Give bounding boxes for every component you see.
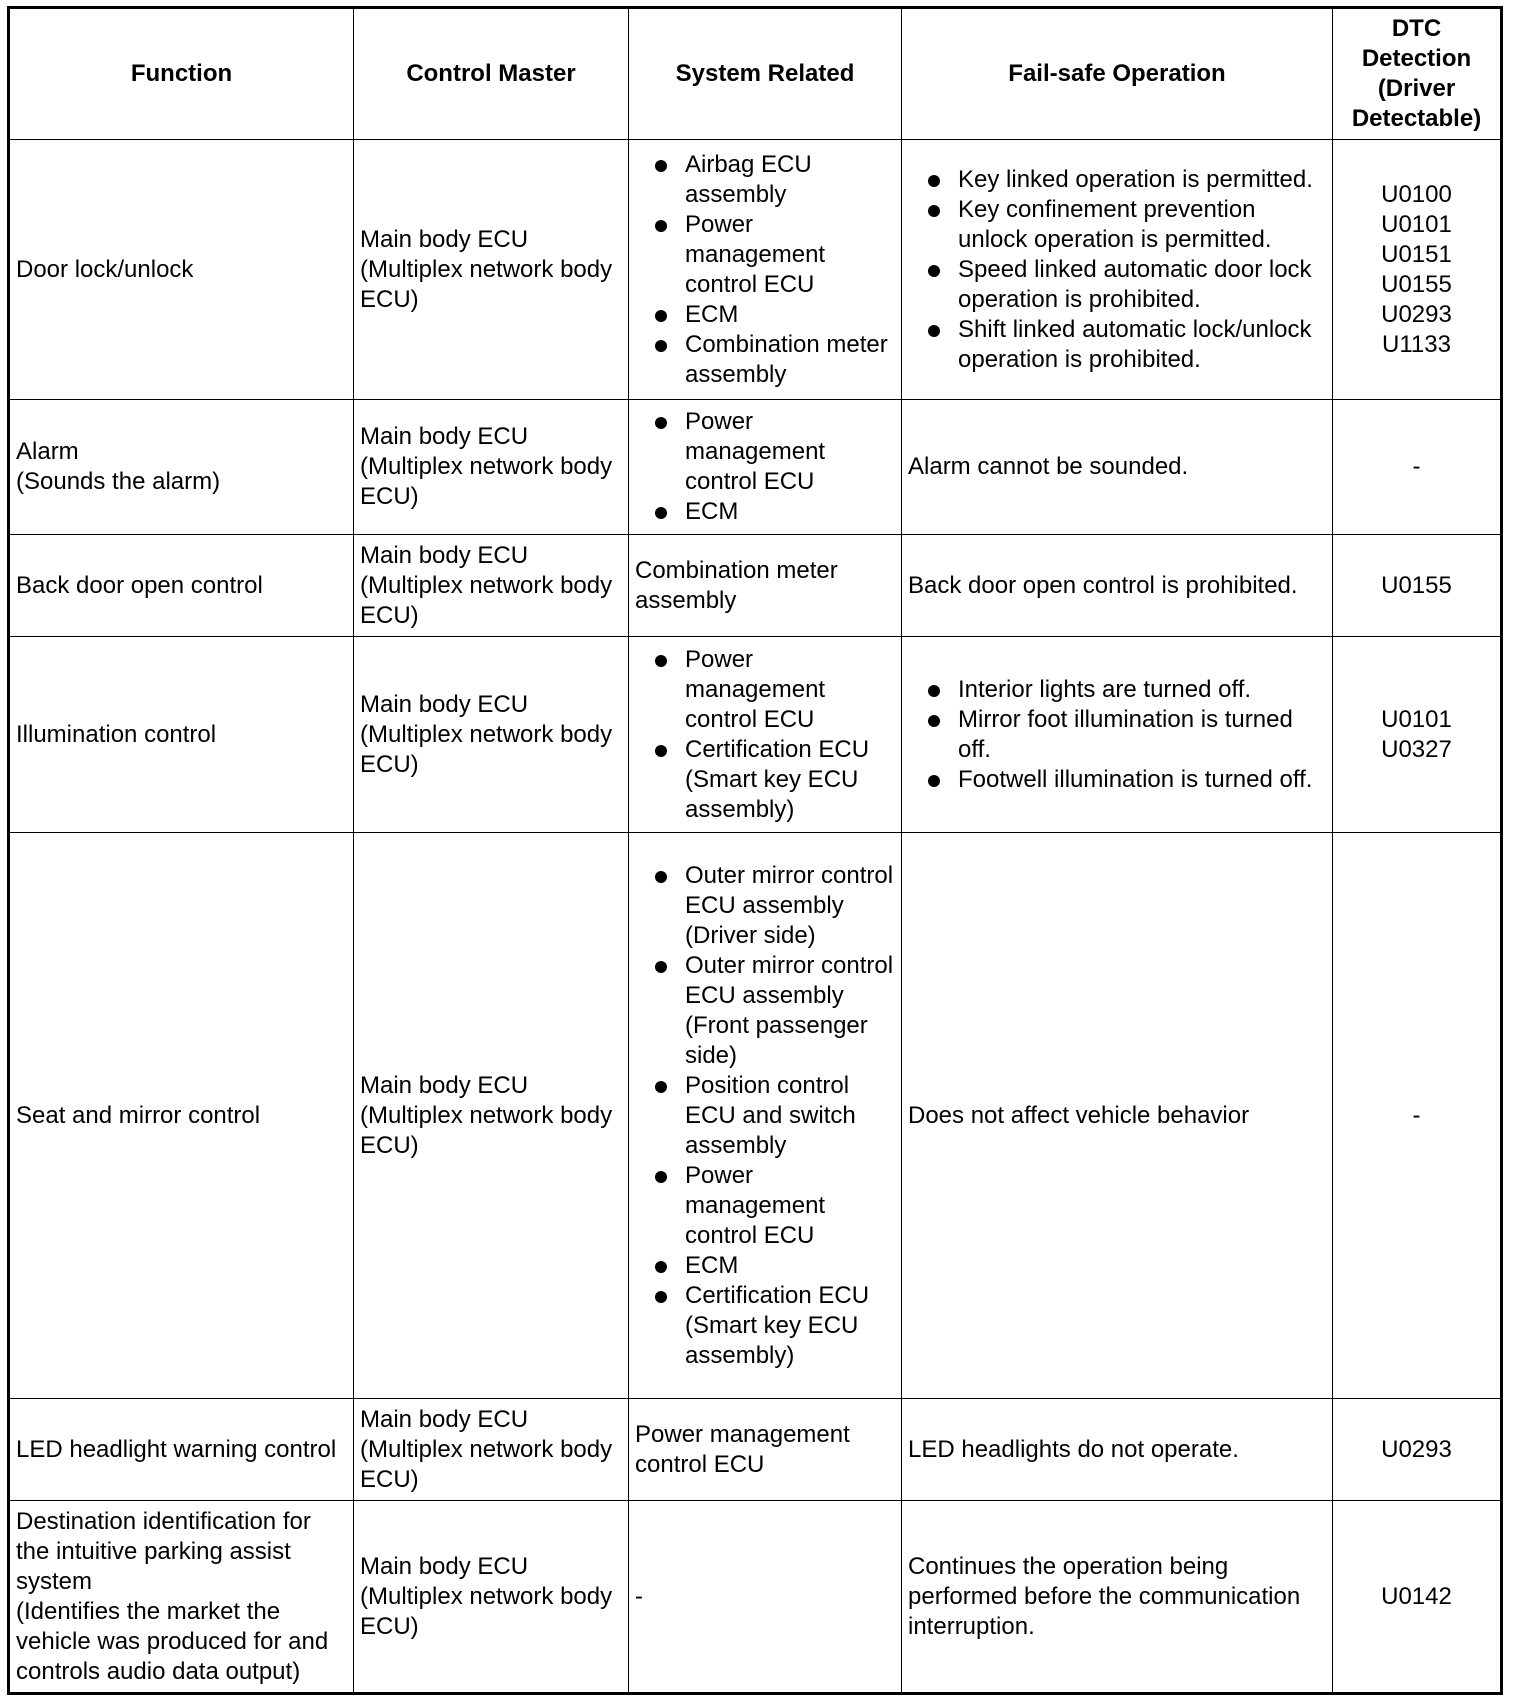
cell-line: Power management control ECU [635, 1420, 850, 1478]
cell-function [9, 833, 354, 1399]
cell-dtc [1333, 400, 1502, 535]
cell-line: Main body ECU [360, 541, 529, 569]
list-item: Mirror foot illumination is turned off. [908, 705, 1326, 765]
cell-control-master [354, 535, 629, 637]
cell-line: U1133 [1382, 330, 1451, 358]
cell-line: (Multiplex network body ECU) [360, 1101, 613, 1159]
cell-control-master [354, 1501, 629, 1694]
cell-line: U0142 [1381, 1582, 1452, 1610]
cell-line: LED headlights do not operate. [908, 1435, 1239, 1463]
header-fail-safe-operation: Fail-safe Operation [902, 8, 1333, 140]
cell-line: U0100 [1381, 180, 1452, 208]
header-function: Function [9, 8, 354, 140]
cell-fail-safe [902, 1399, 1333, 1501]
cell-dtc [1333, 1399, 1502, 1501]
cell-system-related [629, 400, 902, 535]
cell-line: U0151 [1381, 240, 1452, 268]
cell-line: U0155 [1381, 270, 1452, 298]
list-item: Power management control ECU [635, 210, 895, 300]
cell-dtc [1333, 833, 1502, 1399]
cell-line: - [1412, 1101, 1421, 1129]
list-item: Power management control ECU [635, 1161, 895, 1251]
table-row [9, 637, 1502, 833]
cell-dtc [1333, 535, 1502, 637]
cell-line: (Multiplex network body ECU) [360, 1582, 613, 1640]
cell-dtc [1333, 1501, 1502, 1694]
list-item: ECM [635, 1251, 895, 1281]
list-item: Certification ECU (Smart key ECU assembly) [635, 735, 895, 825]
cell-system-related [629, 1399, 902, 1501]
bullet-list [635, 150, 895, 390]
list-item: Footwell illumination is turned off. [908, 765, 1326, 795]
header-dtc-detection: DTC Detection (Driver Detectable) [1333, 8, 1502, 140]
cell-fail-safe [902, 535, 1333, 637]
cell-line: (Multiplex network body ECU) [360, 720, 613, 778]
cell-line: Door lock/unlock [16, 255, 194, 283]
cell-line: (Multiplex network body ECU) [360, 571, 613, 629]
table-row [9, 1501, 1502, 1694]
cell-line: Main body ECU [360, 690, 529, 718]
cell-line: (Identifies the market the vehicle was produced for and controls audio data output) [16, 1597, 329, 1685]
list-item: Combination meter assembly [635, 330, 895, 390]
cell-line: Continues the operation being performed before the communication interruption. [908, 1552, 1301, 1640]
table-row [9, 140, 1502, 400]
list-item: Shift linked automatic lock/unlock operation is prohibited. [908, 315, 1326, 375]
cell-line: Back door open control [16, 571, 263, 599]
cell-line: (Multiplex network body ECU) [360, 453, 613, 510]
cell-line: Main body ECU [360, 1405, 529, 1433]
cell-fail-safe [902, 637, 1333, 833]
cell-line: Alarm [16, 438, 79, 465]
cell-function [9, 1399, 354, 1501]
cell-fail-safe [902, 140, 1333, 400]
cell-line: - [635, 1582, 643, 1610]
cell-function [9, 637, 354, 833]
cell-dtc [1333, 140, 1502, 400]
cell-function [9, 140, 354, 400]
cell-system-related [629, 1501, 902, 1694]
fail-safe-table [7, 6, 1503, 1695]
list-item: Outer mirror control ECU assembly (Front passenger side) [635, 951, 895, 1071]
cell-line: Destination identification for the intuitive parking assist system [16, 1507, 311, 1595]
cell-function [9, 535, 354, 637]
cell-line: Seat and mirror control [16, 1101, 261, 1129]
cell-line: (Multiplex network body ECU) [360, 1435, 613, 1493]
bullet-list [635, 407, 895, 527]
table-row [9, 1399, 1502, 1501]
cell-line: - [1412, 453, 1421, 480]
bullet-list [908, 165, 1326, 375]
table-row [9, 535, 1502, 637]
header-system-related: System Related [629, 8, 902, 140]
cell-line: U0101 [1381, 705, 1452, 733]
cell-line: U0293 [1381, 1435, 1452, 1463]
cell-system-related [629, 140, 902, 400]
header-row [9, 8, 1502, 140]
cell-line: U0101 [1381, 210, 1452, 238]
cell-line: Main body ECU [360, 423, 529, 450]
header-control-master: Control Master [354, 8, 629, 140]
list-item: Airbag ECU assembly [635, 150, 895, 210]
list-item: Interior lights are turned off. [908, 675, 1326, 705]
cell-line: U0293 [1381, 300, 1452, 328]
list-item: Outer mirror control ECU assembly (Driver side) [635, 861, 895, 951]
cell-dtc [1333, 637, 1502, 833]
list-item: Certification ECU (Smart key ECU assembly) [635, 1281, 895, 1371]
cell-line: U0327 [1381, 735, 1452, 763]
list-item: ECM [635, 497, 895, 527]
bullet-list [635, 861, 895, 1371]
cell-line: (Sounds the alarm) [16, 468, 221, 495]
cell-line: Illumination control [16, 720, 217, 748]
cell-line: Does not affect vehicle behavior [908, 1101, 1250, 1129]
cell-fail-safe [902, 400, 1333, 535]
cell-line: (Multiplex network body ECU) [360, 255, 613, 313]
table-row [9, 833, 1502, 1399]
list-item: Power management control ECU [635, 645, 895, 735]
bullet-list [635, 645, 895, 825]
cell-control-master [354, 637, 629, 833]
bullet-list [908, 675, 1326, 795]
cell-control-master [354, 1399, 629, 1501]
list-item: Speed linked automatic door lock operation is prohibited. [908, 255, 1326, 315]
cell-line: U0155 [1381, 571, 1452, 599]
cell-line: Alarm cannot be sounded. [908, 453, 1189, 480]
cell-system-related [629, 833, 902, 1399]
cell-control-master [354, 400, 629, 535]
cell-fail-safe [902, 833, 1333, 1399]
cell-system-related [629, 535, 902, 637]
list-item: Power management control ECU [635, 407, 895, 497]
cell-line: LED headlight warning control [16, 1435, 337, 1463]
cell-fail-safe [902, 1501, 1333, 1694]
cell-line: Main body ECU [360, 1552, 529, 1580]
cell-line: Back door open control is prohibited. [908, 571, 1298, 599]
cell-line: Main body ECU [360, 225, 529, 253]
cell-function [9, 1501, 354, 1694]
cell-line: Main body ECU [360, 1071, 529, 1099]
list-item: Key linked operation is permitted. [908, 165, 1326, 195]
list-item: ECM [635, 300, 895, 330]
cell-system-related [629, 637, 902, 833]
cell-line: Combination meter assembly [635, 556, 838, 614]
cell-control-master [354, 833, 629, 1399]
list-item: Position control ECU and switch assembly [635, 1071, 895, 1161]
list-item: Key confinement prevention unlock operation is permitted. [908, 195, 1326, 255]
table-row [9, 400, 1502, 535]
cell-control-master [354, 140, 629, 400]
cell-function [9, 400, 354, 535]
